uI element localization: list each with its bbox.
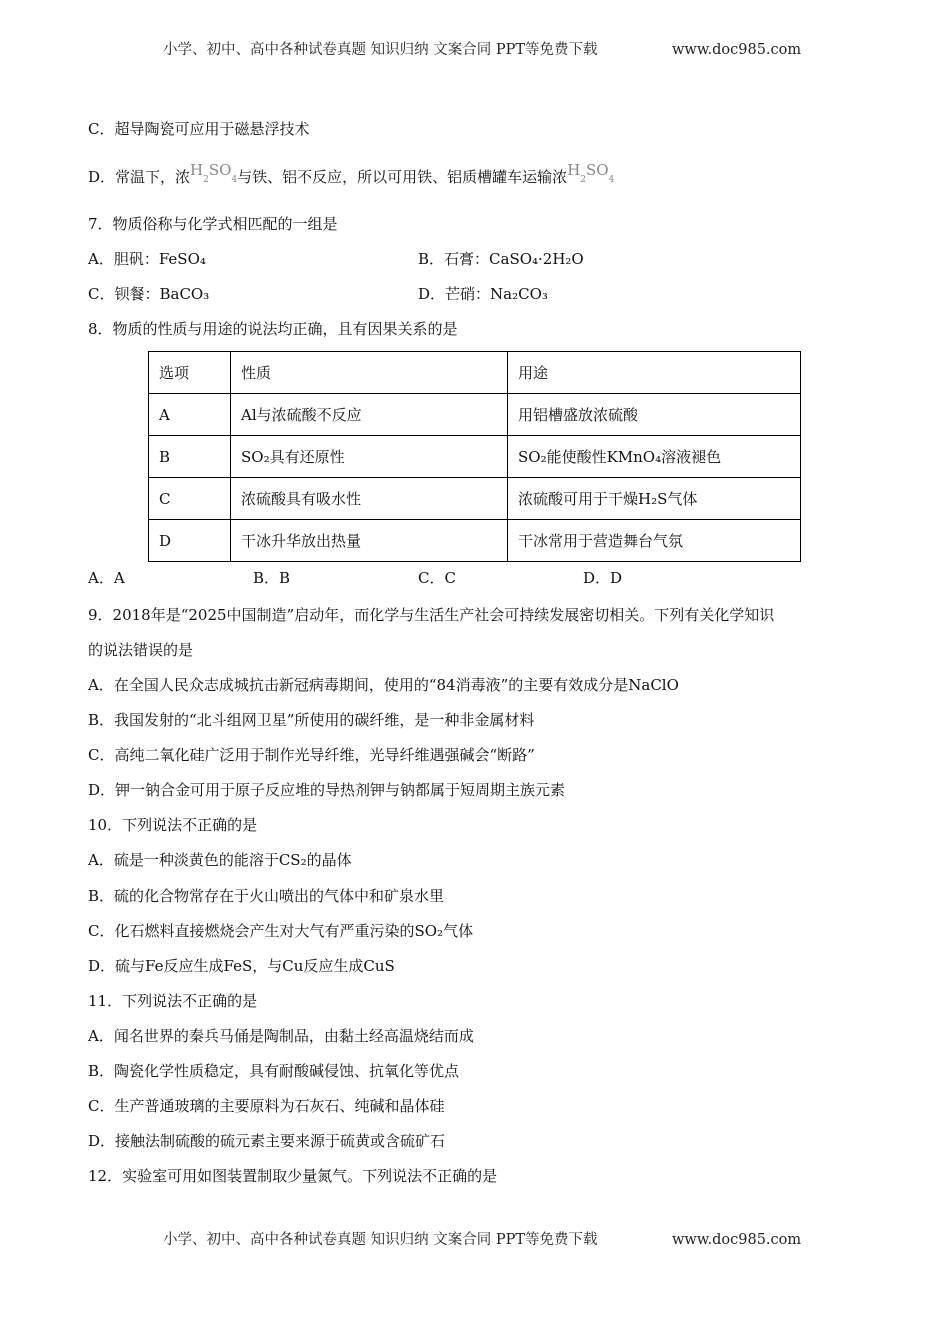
table-cell: SO₂具有还原性	[231, 436, 508, 478]
q8-choice-d: D．D	[583, 569, 623, 587]
q11-option-b: B．陶瓷化学性质稳定，具有耐酸碱侵蚀、抗氧化等优点	[88, 1062, 460, 1080]
table-cell: C	[149, 478, 231, 520]
q9-stem-line1: 9．2018年是“2025中国制造”启动年，而化学与生活生产社会可持续发展密切相关。下列有关化学知识	[88, 606, 775, 624]
table-cell: A	[149, 394, 231, 436]
table-header-row	[149, 352, 801, 394]
q8-choice-c: C．C	[418, 569, 456, 587]
table-cell: 干冰常用于营造舞台气氛	[508, 520, 801, 562]
q10-option-b: B．硫的化合物常存在于火山喷出的气体中和矿泉水里	[88, 887, 445, 905]
table-header-cell: 性质	[231, 352, 508, 394]
q6-option-c: C．超导陶瓷可应用于磁悬浮技术	[88, 120, 310, 138]
h2so4-formula-2: $H_2SO_4$	[567, 161, 615, 185]
q9-option-b: B．我国发射的“北斗组网卫星”所使用的碳纤维，是一种非金属材料	[88, 711, 535, 729]
q7-stem: 7．物质俗称与化学式相匹配的一组是	[88, 215, 338, 233]
table-cell: B	[149, 436, 231, 478]
q8-stem: 8．物质的性质与用途的说法均正确，且有因果关系的是	[88, 320, 458, 338]
q6-option-d-part2: 与铁、铝不反应，所以可用铁、铝质槽罐车运输浓	[237, 168, 568, 186]
q9-stem-line2: 的说法错误的是	[88, 641, 194, 659]
q10-stem: 10．下列说法不正确的是	[88, 816, 258, 834]
q7-option-d: D．芒硝：Na₂CO₃	[418, 285, 548, 303]
footer-url[interactable]: www.doc985.com	[672, 1232, 802, 1248]
q7-option-a: A．胆矾：FeSO₄	[88, 250, 206, 268]
header-url[interactable]: www.doc985.com	[672, 42, 802, 58]
q6-option-d	[88, 161, 615, 190]
q9-option-c: C．高纯二氧化硅广泛用于制作光导纤维，光导纤维遇强碱会“断路”	[88, 746, 535, 764]
h2so4-formula: $H_2SO_4$	[190, 161, 238, 185]
q8-choice-a: A．A	[88, 569, 125, 587]
q6-option-d-part1: D．常温下，浓	[88, 168, 191, 186]
q11-option-a: A．闻名世界的秦兵马俑是陶制品，由黏土经高温烧结而成	[88, 1027, 474, 1045]
q8-choice-b: B．B	[253, 569, 291, 587]
q7-option-c: C．钡餐：BaCO₃	[88, 285, 210, 303]
q11-option-d: D．接触法制硫酸的硫元素主要来源于硫黄或含硫矿石	[88, 1132, 446, 1150]
table-cell: D	[149, 520, 231, 562]
q11-stem: 11．下列说法不正确的是	[88, 992, 258, 1010]
table-cell: 浓硫酸可用于干燥H₂S气体	[508, 478, 801, 520]
table-header-cell: 用途	[508, 352, 801, 394]
q7-option-b: B．石膏：CaSO₄·2H₂O	[418, 250, 584, 268]
table-cell: SO₂能使酸性KMnO₄溶液褪色	[508, 436, 801, 478]
q8-table	[148, 351, 801, 562]
q11-option-c: C．生产普通玻璃的主要原料为石灰石、纯碱和晶体硅	[88, 1097, 445, 1115]
table-cell: 干冰升华放出热量	[231, 520, 508, 562]
q10-option-a: A．硫是一种淡黄色的能溶于CS₂的晶体	[88, 851, 352, 869]
q10-option-c: C．化石燃料直接燃烧会产生对大气有严重污染的SO₂气体	[88, 922, 474, 940]
table-row	[149, 394, 801, 436]
table-cell: Al与浓硫酸不反应	[231, 394, 508, 436]
q10-option-d: D．硫与Fe反应生成FeS，与Cu反应生成CuS	[88, 957, 395, 975]
table-cell: 用铝槽盛放浓硫酸	[508, 394, 801, 436]
table-cell: 浓硫酸具有吸水性	[231, 478, 508, 520]
table-header-cell: 选项	[149, 352, 231, 394]
table-row	[149, 436, 801, 478]
header-text: 小学、初中、高中各种试卷真题 知识归纳 文案合同 PPT等免费下载	[163, 42, 598, 58]
q9-option-a: A．在全国人民众志成城抗击新冠病毒期间，使用的“84消毒液”的主要有效成分是NaClO	[88, 676, 679, 694]
q9-option-d: D．钾一钠合金可用于原子反应堆的导热剂钾与钠都属于短周期主族元素	[88, 781, 566, 799]
q12-stem: 12．实验室可用如图装置制取少量氮气。下列说法不正确的是	[88, 1167, 498, 1185]
footer-text: 小学、初中、高中各种试卷真题 知识归纳 文案合同 PPT等免费下载	[163, 1232, 598, 1248]
table-row	[149, 478, 801, 520]
table-row	[149, 520, 801, 562]
